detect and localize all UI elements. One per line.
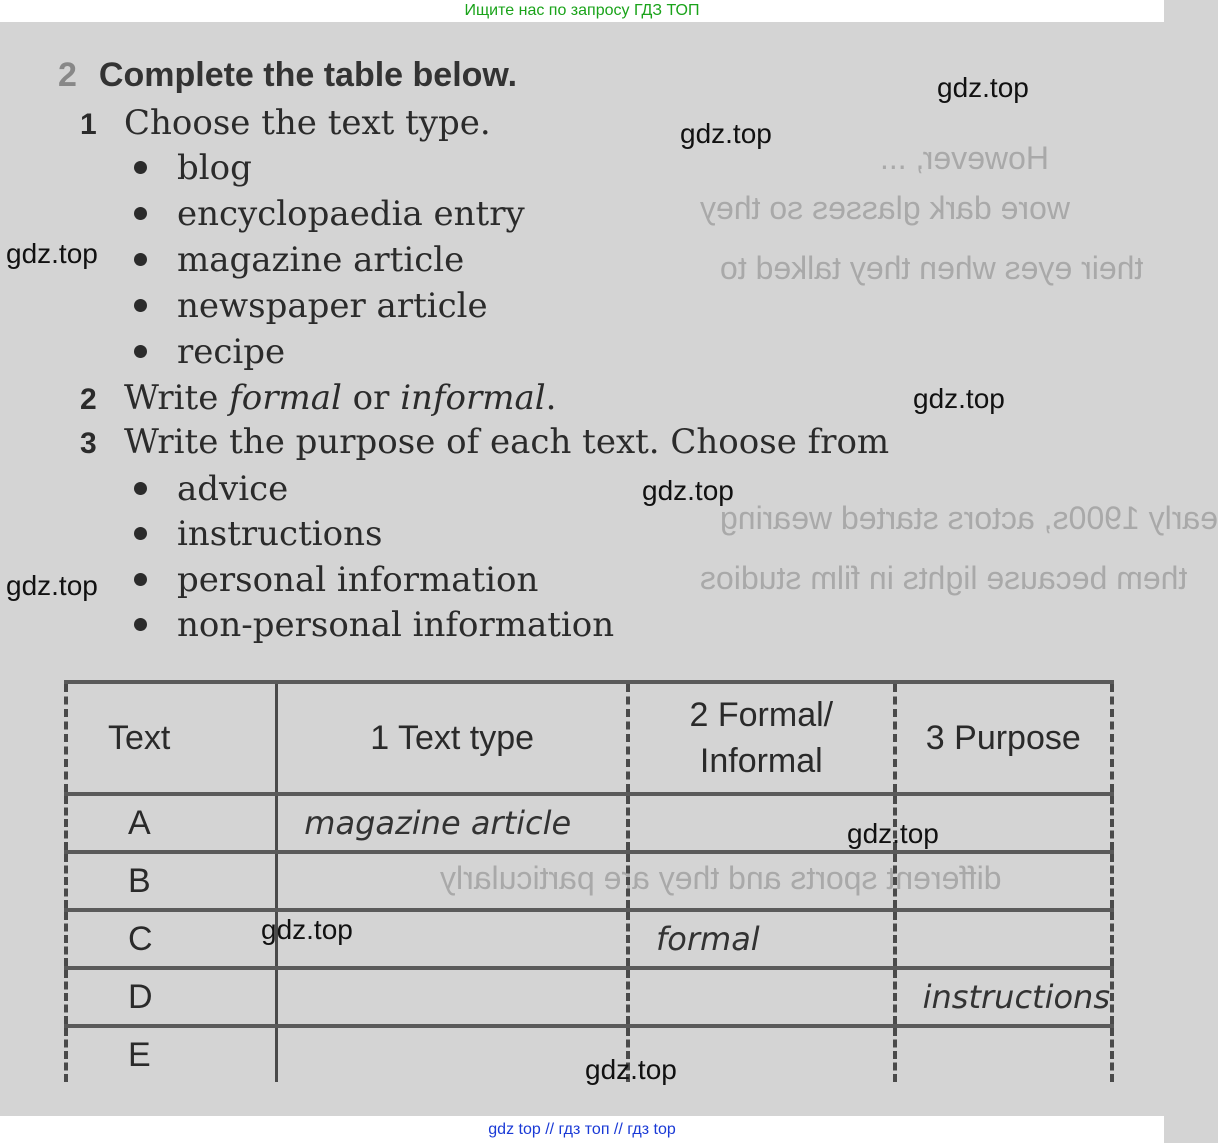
bottom-banner[interactable]: gdz top // гдз топ // гдз top xyxy=(0,1116,1164,1143)
purpose-label: advice xyxy=(177,469,289,509)
step-3 xyxy=(80,422,889,462)
step-number: 1 xyxy=(80,108,97,141)
table-header-row xyxy=(66,682,1112,794)
watermark: gdz.top xyxy=(6,570,98,601)
text-type-item xyxy=(134,148,252,188)
watermark: gdz.top xyxy=(937,72,1029,103)
step-number: 2 xyxy=(80,383,97,416)
show-through-text: However, ... xyxy=(880,140,1049,176)
show-through-text: different sports and they are particularly xyxy=(440,860,1002,896)
table-row xyxy=(66,910,1112,968)
text-type-item xyxy=(134,286,488,326)
bullet-icon xyxy=(134,573,147,586)
step-text: Choose the text type. xyxy=(124,103,491,143)
top-banner[interactable]: Ищите нас по запросу ГДЗ ТОП xyxy=(0,0,1164,22)
row-letter: D xyxy=(66,968,277,1026)
header-purpose: 3 Purpose xyxy=(895,682,1112,794)
cell-formality[interactable] xyxy=(628,910,895,968)
cell-formality[interactable] xyxy=(628,968,895,1026)
watermark: gdz.top xyxy=(261,914,353,945)
informal-word: informal xyxy=(400,378,546,418)
cell-purpose[interactable] xyxy=(895,1026,1112,1082)
bullet-icon xyxy=(134,253,147,266)
step-number: 3 xyxy=(80,427,97,460)
text-type-label: blog xyxy=(177,148,252,188)
show-through-text: early 1900s, actors started wearing xyxy=(720,500,1218,536)
text-type-label: recipe xyxy=(177,332,286,372)
text-type-item xyxy=(134,332,285,372)
purpose-item xyxy=(134,469,288,509)
cell-formality[interactable] xyxy=(628,852,895,910)
bullet-icon xyxy=(134,299,147,312)
purpose-label: instructions xyxy=(177,514,383,554)
row-letter: C xyxy=(66,910,277,968)
cell-purpose[interactable] xyxy=(895,852,1112,910)
answer-table xyxy=(64,680,1114,1082)
step-text: Write xyxy=(124,378,230,418)
watermark: gdz.top xyxy=(847,818,939,849)
bullet-icon xyxy=(134,345,147,358)
bullet-icon xyxy=(134,161,147,174)
step-text: or xyxy=(341,378,401,418)
table-row xyxy=(66,852,1112,910)
header-text: Text xyxy=(66,682,277,794)
row-letter: A xyxy=(66,794,277,852)
handwritten-answer: magazine article xyxy=(304,803,572,842)
watermark: gdz.top xyxy=(6,238,98,269)
show-through-text: them because lights in film studios xyxy=(700,560,1188,596)
text-type-label: magazine article xyxy=(177,240,465,280)
bullet-icon xyxy=(134,207,147,220)
step-text: Write the purpose of each text. Choose from xyxy=(124,422,890,462)
header-formal-line1: 2 Formal/ xyxy=(689,696,834,734)
cell-text-type[interactable] xyxy=(277,852,628,910)
header-formal-line2: Informal xyxy=(699,742,823,780)
watermark: gdz.top xyxy=(913,383,1005,414)
watermark: gdz.top xyxy=(642,475,734,506)
header-formal-informal xyxy=(628,682,895,794)
step-text: . xyxy=(545,378,557,418)
purpose-item xyxy=(134,560,538,600)
purpose-item xyxy=(134,605,614,645)
text-type-item xyxy=(134,240,464,280)
cell-purpose[interactable] xyxy=(895,910,1112,968)
bullet-icon xyxy=(134,618,147,631)
table-row xyxy=(66,968,1112,1026)
purpose-label: personal information xyxy=(177,560,539,600)
text-type-label: newspaper article xyxy=(177,286,488,326)
purpose-item xyxy=(134,514,382,554)
step-2 xyxy=(80,378,556,418)
row-letter: B xyxy=(66,852,277,910)
watermark: gdz.top xyxy=(680,118,772,149)
cell-text-type[interactable] xyxy=(277,794,628,852)
watermark: gdz.top xyxy=(585,1054,677,1085)
header-text-type: 1 Text type xyxy=(277,682,628,794)
handwritten-answer: formal xyxy=(656,919,760,958)
exercise-number: 2 xyxy=(58,56,77,94)
bullet-icon xyxy=(134,527,147,540)
exercise-heading xyxy=(58,56,517,95)
show-through-text: their eyes when they talked to xyxy=(720,250,1144,286)
text-type-item xyxy=(134,194,525,234)
text-type-label: encyclopaedia entry xyxy=(177,194,525,234)
cell-text-type[interactable] xyxy=(277,1026,628,1082)
cell-purpose[interactable] xyxy=(895,968,1112,1026)
show-through-text: wore dark glasses so they xyxy=(700,190,1070,226)
exercise-title: Complete the table below. xyxy=(98,56,518,94)
purpose-label: non-personal information xyxy=(177,605,615,645)
row-letter: E xyxy=(66,1026,277,1082)
bullet-icon xyxy=(134,482,147,495)
handwritten-answer: instructions xyxy=(922,977,1110,1016)
formal-word: formal xyxy=(229,378,342,418)
step-1 xyxy=(80,103,491,143)
table-row xyxy=(66,794,1112,852)
cell-text-type[interactable] xyxy=(277,968,628,1026)
